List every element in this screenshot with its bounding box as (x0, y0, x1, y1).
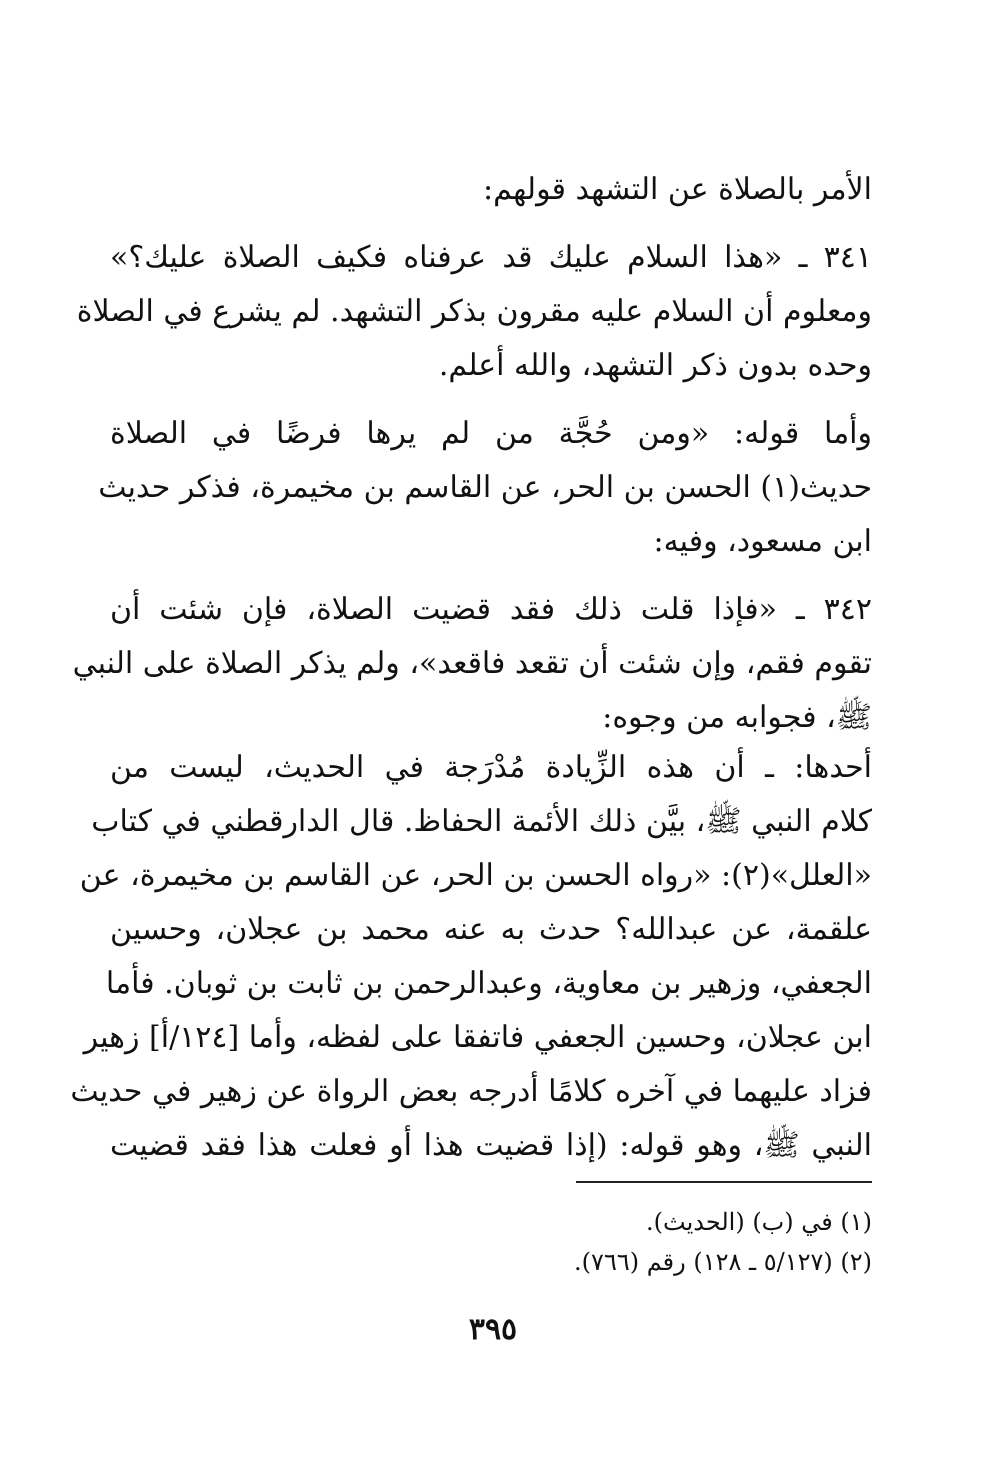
text-line: فزاد عليهما في آخره كلامًا أدرجه بعض الرواة عن زهير في حديث (70, 1074, 872, 1109)
text-line: ابن عجلان، وحسين الجعفي فاتفقا على لفظه، وأما [١٢٤/أ] زهير (83, 1020, 872, 1055)
footnote-separator (576, 1181, 872, 1183)
page-number: ٣٩٥ (468, 1312, 518, 1347)
text-line: وأما قوله: «ومن حُجَّة من لم يرها فرضًا في الصلاة (110, 416, 872, 451)
footnote-1: (١) في (ب) (الحديث). (646, 1208, 872, 1236)
text-line: كلام النبي ﷺ، بيَّن ذلك الأئمة الحفاظ. قال الدارقطني في كتاب (91, 804, 872, 839)
footnote-2: (٢) (٥/١٢٧ ـ ١٢٨) رقم (٧٦٦). (574, 1248, 872, 1276)
text-line: الأمر بالصلاة عن التشهد قولهم: (483, 172, 872, 207)
text-line: علقمة، عن عبدالله؟ حدث به عنه محمد بن عجلان، وحسين (110, 912, 872, 947)
text-line: النبي ﷺ، وهو قوله: (إذا قضيت هذا أو فعلت هذا فقد قضيت (110, 1128, 872, 1163)
text-line: «العلل»(٢): «رواه الحسن بن الحر، عن القاسم بن مخيمرة، عن (79, 858, 872, 893)
main-text (70, 0, 872, 1163)
text-line-hadith-341: ٣٤١ ـ «هذا السلام عليك قد عرفناه فكيف الصلاة عليك؟» (110, 240, 872, 275)
text-line-hadith-342: ٣٤٢ ـ «فإذا قلت ذلك فقد قضيت الصلاة، فإن شئت أن (110, 592, 872, 627)
text-line: أحدها: ـ أن هذه الزِّيادة مُدْرَجة في الحديث، ليست من (110, 750, 872, 785)
text-line: وحده بدون ذكر التشهد، والله أعلم. (438, 348, 872, 383)
text-line: تقوم فقم، وإن شئت أن تقعد فاقعد»، ولم يذكر الصلاة على النبي (72, 646, 872, 681)
text-line: ومعلوم أن السلام عليه مقرون بذكر التشهد. لم يشرع في الصلاة (76, 294, 872, 329)
text-line: الجعفي، وزهير بن معاوية، وعبدالرحمن بن ثابت بن ثوبان. فأما (105, 966, 872, 1001)
text-line: ابن مسعود، وفيه: (653, 524, 872, 559)
text-line: حديث(١) الحسن بن الحر، عن القاسم بن مخيمرة، فذكر حديث (98, 470, 872, 505)
text-line: ﷺ، فجوابه من وجوه: (602, 700, 872, 735)
